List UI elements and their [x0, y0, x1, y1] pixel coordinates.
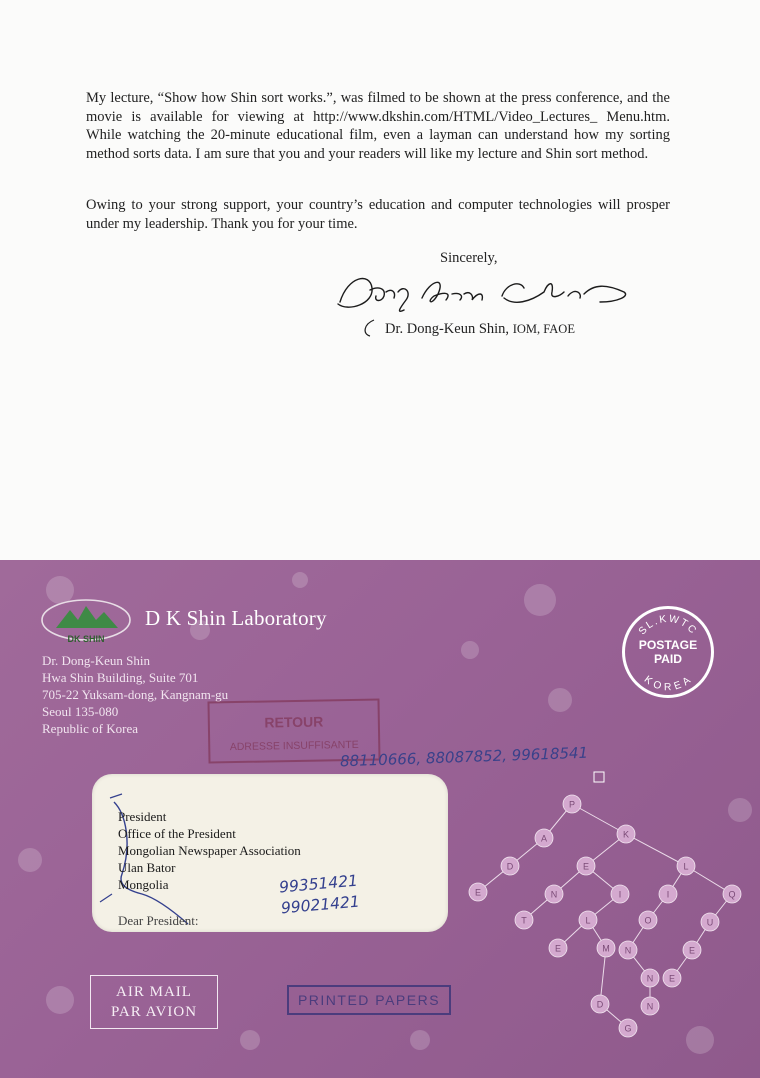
shin-sort-tree-diagram [460, 770, 750, 1040]
recipient-address [118, 808, 301, 929]
tree-node-label: N [624, 945, 632, 956]
return-address-line: Seoul 135-080 [42, 704, 119, 719]
tree-node-label: L [585, 915, 591, 926]
recipient-line: Office of the President [118, 826, 236, 841]
postage-paid-stamp-art [625, 609, 711, 695]
lab-name: D K Shin Laboratory [145, 606, 327, 630]
printed-papers-stamp: PRINTED PAPERS [287, 985, 451, 1015]
address-window [92, 774, 448, 932]
signature-name: Dr. Dong-Keun Shin, IOM, FAOE [385, 321, 575, 337]
tree-node-label: G [624, 1023, 632, 1034]
tree-node-label: U [706, 917, 714, 928]
window-handwriting [278, 871, 360, 920]
tree-node-label: L [683, 861, 689, 872]
return-address-line: 705-22 Yuksam-dong, Kangnam-gu [42, 687, 229, 702]
return-address-line: Hwa Shin Building, Suite 701 [42, 670, 199, 685]
retour-stamp-line1: RETOUR [264, 713, 324, 731]
postage-paid-stamp [622, 606, 714, 698]
tree-node-label: I [666, 889, 670, 900]
logo-text: DK SHIN [67, 634, 105, 644]
tree-node-label: E [688, 945, 696, 956]
tree-node-label: E [668, 973, 676, 984]
salutation-cut-off: Dear President: [118, 913, 199, 928]
stamp-line2: PAID [653, 652, 683, 667]
tree-node-label: K [622, 829, 630, 840]
tree-node-label: N [646, 973, 654, 984]
handwritten-phone-numbers: 88110666, 88087852, 99618541 [339, 743, 589, 771]
stamp-top-arc: SL.KWTC [636, 613, 700, 638]
envelope [0, 560, 760, 1078]
letter-paragraph-support: Owing to your strong support, your country’s education and computer technologies will prosper under my leadership. Thank you for your time. [86, 197, 670, 232]
letter-closing: Sincerely, [440, 250, 498, 266]
tree-node-label: Q [728, 889, 736, 900]
tree-node-label: E [554, 943, 562, 954]
tree-node-label: T [521, 915, 527, 926]
tree-node-label: N [550, 889, 558, 900]
recipient-line: President [118, 809, 167, 824]
tree-node-label: A [540, 833, 548, 844]
svg-text:KOREA [642, 674, 694, 693]
tree-root-marker [594, 772, 604, 782]
tree-node-label: I [618, 889, 622, 900]
recipient-line: Ulan Bator [118, 860, 176, 875]
retour-stamp-line2: ADRESSE INSUFFISANTE [229, 738, 359, 754]
window-handwriting-line: 99021421 [280, 892, 361, 918]
stamp-line1: POSTAGE [638, 638, 698, 653]
tree-edge [626, 834, 686, 866]
stamp-bottom-arc: KOREA [641, 674, 695, 694]
air-mail-label [90, 975, 218, 1029]
tree-node-label: D [596, 999, 604, 1010]
signature-credentials: IOM, FAOE [512, 322, 575, 336]
air-mail-line: AIR MAIL [116, 984, 192, 1000]
tree-node-label: D [506, 861, 514, 872]
tree-node-label: M [602, 943, 610, 954]
window-handwriting-line: 99351421 [278, 871, 359, 897]
recipient-line: Mongolia [118, 877, 169, 892]
letter-paragraph-lecture: My lecture, “Show how Shin sort works.”, was filmed to be shown at the press conference, and the movie is available for viewing at http://www.dkshin.com/HTML/Video_Lectures_ Menu.htm. While watching the 20-minute educational film, even a layman can understand how my sorting method sorts data. I am sure that you and your readers will like my lecture and Shin sort method. [86, 90, 670, 162]
svg-text:SL.KWTC [637, 614, 699, 638]
air-mail-line: PAR AVION [110, 1004, 198, 1020]
return-address-line: Dr. Dong-Keun Shin [42, 653, 150, 668]
recipient-line: Mongolian Newspaper Association [118, 843, 301, 858]
tree-node-label: O [644, 915, 652, 926]
return-address [42, 652, 228, 737]
tree-node-label: N [646, 1001, 654, 1012]
dk-shin-logo [40, 598, 132, 646]
tree-node-label: E [582, 861, 590, 872]
return-address-line: Republic of Korea [42, 721, 139, 736]
tree-node-label: P [568, 799, 576, 810]
tree-node-label: E [474, 887, 482, 898]
